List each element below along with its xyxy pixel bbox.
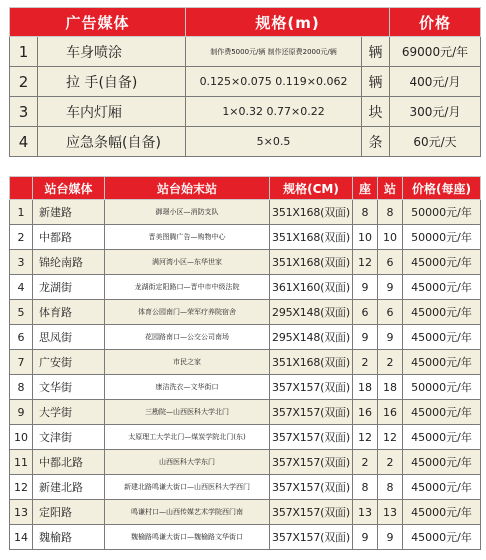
row-number: 12 xyxy=(10,475,33,500)
station-name: 新建北路 xyxy=(33,475,105,500)
station-route: 御璟小区—消防支队 xyxy=(105,200,270,225)
station-seats: 10 xyxy=(353,225,378,250)
station-price: 45000元/年 xyxy=(403,325,481,350)
station-route: 康洁洗衣—文华街口 xyxy=(105,375,270,400)
station-name: 文津街 xyxy=(33,425,105,450)
station-price-table xyxy=(9,176,481,550)
station-seats: 18 xyxy=(353,375,378,400)
media-row xyxy=(10,97,481,127)
station-price: 45000元/年 xyxy=(403,250,481,275)
station-row xyxy=(10,525,481,550)
station-route: 龙湖街定阳路口—晋中市中级法院 xyxy=(105,275,270,300)
station-name: 魏榆路 xyxy=(33,525,105,550)
media-header-row xyxy=(10,8,481,37)
station-route: 晋美图腾广告—购物中心 xyxy=(105,225,270,250)
station-row xyxy=(10,225,481,250)
media-name: 车身喷涂 xyxy=(38,37,186,67)
row-number: 3 xyxy=(10,97,38,127)
station-price: 50000元/年 xyxy=(403,200,481,225)
station-name: 广安街 xyxy=(33,350,105,375)
station-stops: 8 xyxy=(378,475,403,500)
station-route: 山西医科大学东门 xyxy=(105,450,270,475)
media-header-spec: 规格(m) xyxy=(186,8,390,37)
station-seats: 12 xyxy=(353,425,378,450)
station-price: 45000元/年 xyxy=(403,525,481,550)
station-table-body xyxy=(10,200,481,550)
station-seats: 9 xyxy=(353,275,378,300)
station-name: 文华街 xyxy=(33,375,105,400)
station-stops: 10 xyxy=(378,225,403,250)
station-header-number xyxy=(10,177,33,200)
media-unit: 条 xyxy=(362,127,390,157)
station-stops: 6 xyxy=(378,300,403,325)
station-row xyxy=(10,300,481,325)
station-price: 45000元/年 xyxy=(403,450,481,475)
station-row xyxy=(10,350,481,375)
station-stops: 6 xyxy=(378,250,403,275)
station-stops: 13 xyxy=(378,500,403,525)
station-seats: 13 xyxy=(353,500,378,525)
row-number: 5 xyxy=(10,300,33,325)
station-name: 思凤街 xyxy=(33,325,105,350)
station-price: 45000元/年 xyxy=(403,400,481,425)
station-spec: 357X157(双面) xyxy=(270,500,353,525)
station-spec: 295X148(双面) xyxy=(270,300,353,325)
station-stops: 12 xyxy=(378,425,403,450)
media-spec: 5×0.5 xyxy=(186,127,362,157)
media-header-price: 价格 xyxy=(390,8,481,37)
station-stops: 18 xyxy=(378,375,403,400)
station-row xyxy=(10,400,481,425)
station-seats: 9 xyxy=(353,525,378,550)
station-spec: 361X160(双面) xyxy=(270,275,353,300)
station-route: 三勘院—山西医科大学北门 xyxy=(105,400,270,425)
station-spec: 351X168(双面) xyxy=(270,350,353,375)
row-number: 3 xyxy=(10,250,33,275)
station-header-media: 站台媒体 xyxy=(33,177,105,200)
station-seats: 8 xyxy=(353,200,378,225)
station-row xyxy=(10,200,481,225)
station-route: 太原理工大学北门—煤炭学院北门(东) xyxy=(105,425,270,450)
station-spec: 357X157(双面) xyxy=(270,375,353,400)
media-row xyxy=(10,67,481,97)
media-name: 车内灯厢 xyxy=(38,97,186,127)
station-header-stations: 站 xyxy=(378,177,403,200)
media-name: 应急条幅(自备) xyxy=(38,127,186,157)
row-number: 6 xyxy=(10,325,33,350)
station-name: 中都路 xyxy=(33,225,105,250)
media-row xyxy=(10,37,481,67)
station-seats: 2 xyxy=(353,450,378,475)
station-row xyxy=(10,275,481,300)
media-price: 300元/月 xyxy=(390,97,481,127)
media-price: 60元/天 xyxy=(390,127,481,157)
media-name: 拉 手(自备) xyxy=(38,67,186,97)
station-route: 魏榆路鸣谦大街口—魏榆路文华街口 xyxy=(105,525,270,550)
row-number: 14 xyxy=(10,525,33,550)
station-stops: 8 xyxy=(378,200,403,225)
media-unit: 辆 xyxy=(362,37,390,67)
station-header-route: 站台始末站 xyxy=(105,177,270,200)
row-number: 1 xyxy=(10,37,38,67)
row-number: 4 xyxy=(10,275,33,300)
media-header-media: 广告媒体 xyxy=(10,8,186,37)
media-price: 69000元/年 xyxy=(390,37,481,67)
media-price: 400元/月 xyxy=(390,67,481,97)
station-route: 体育公园南门—荣军疗养院宿舍 xyxy=(105,300,270,325)
media-unit: 辆 xyxy=(362,67,390,97)
station-price: 45000元/年 xyxy=(403,475,481,500)
station-stops: 2 xyxy=(378,450,403,475)
station-seats: 9 xyxy=(353,325,378,350)
media-spec: 0.125×0.075 0.119×0.062 xyxy=(186,67,362,97)
station-spec: 295X148(双面) xyxy=(270,325,353,350)
station-row xyxy=(10,500,481,525)
station-header-row xyxy=(10,177,481,200)
station-seats: 6 xyxy=(353,300,378,325)
station-route: 鸣谦村口—山西传媒艺术学院西门南 xyxy=(105,500,270,525)
row-number: 2 xyxy=(10,225,33,250)
station-seats: 2 xyxy=(353,350,378,375)
row-number: 7 xyxy=(10,350,33,375)
station-header-price: 价格(每座) xyxy=(403,177,481,200)
station-spec: 357X157(双面) xyxy=(270,450,353,475)
station-route: 新建北路鸣谦大街口—山西医科大学西门 xyxy=(105,475,270,500)
station-header-spec: 规格(CM) xyxy=(270,177,353,200)
row-number: 11 xyxy=(10,450,33,475)
station-seats: 8 xyxy=(353,475,378,500)
station-name: 龙湖街 xyxy=(33,275,105,300)
station-row xyxy=(10,325,481,350)
station-spec: 357X157(双面) xyxy=(270,425,353,450)
station-name: 新建路 xyxy=(33,200,105,225)
station-stops: 2 xyxy=(378,350,403,375)
station-row xyxy=(10,450,481,475)
station-stops: 9 xyxy=(378,275,403,300)
station-route: 花园路南口—公交公司南场 xyxy=(105,325,270,350)
station-name: 大学街 xyxy=(33,400,105,425)
station-stops: 9 xyxy=(378,525,403,550)
station-spec: 357X157(双面) xyxy=(270,475,353,500)
station-row xyxy=(10,475,481,500)
station-seats: 16 xyxy=(353,400,378,425)
station-price: 45000元/年 xyxy=(403,500,481,525)
station-name: 体育路 xyxy=(33,300,105,325)
station-route: 市民之家 xyxy=(105,350,270,375)
station-price: 50000元/年 xyxy=(403,225,481,250)
station-name: 定阳路 xyxy=(33,500,105,525)
row-number: 9 xyxy=(10,400,33,425)
media-spec: 制作费5000元/辆 制作还原费2000元/辆 xyxy=(186,37,362,67)
station-name: 中都北路 xyxy=(33,450,105,475)
row-number: 10 xyxy=(10,425,33,450)
row-number: 8 xyxy=(10,375,33,400)
media-price-table xyxy=(9,7,481,157)
station-spec: 351X168(双面) xyxy=(270,225,353,250)
station-price: 45000元/年 xyxy=(403,425,481,450)
station-stops: 9 xyxy=(378,325,403,350)
station-seats: 12 xyxy=(353,250,378,275)
row-number: 13 xyxy=(10,500,33,525)
station-spec: 351X168(双面) xyxy=(270,250,353,275)
station-row xyxy=(10,250,481,275)
station-spec: 351X168(双面) xyxy=(270,200,353,225)
station-spec: 357X157(双面) xyxy=(270,525,353,550)
station-row xyxy=(10,425,481,450)
row-number: 2 xyxy=(10,67,38,97)
station-price: 50000元/年 xyxy=(403,375,481,400)
media-row xyxy=(10,127,481,157)
station-price: 45000元/年 xyxy=(403,350,481,375)
media-unit: 块 xyxy=(362,97,390,127)
station-row xyxy=(10,375,481,400)
station-name: 锦纶南路 xyxy=(33,250,105,275)
station-spec: 357X157(双面) xyxy=(270,400,353,425)
media-spec: 1×0.32 0.77×0.22 xyxy=(186,97,362,127)
station-price: 45000元/年 xyxy=(403,300,481,325)
row-number: 1 xyxy=(10,200,33,225)
station-stops: 16 xyxy=(378,400,403,425)
row-number: 4 xyxy=(10,127,38,157)
station-header-seats: 座 xyxy=(353,177,378,200)
station-route: 满河湾小区—东华世家 xyxy=(105,250,270,275)
station-price: 45000元/年 xyxy=(403,275,481,300)
